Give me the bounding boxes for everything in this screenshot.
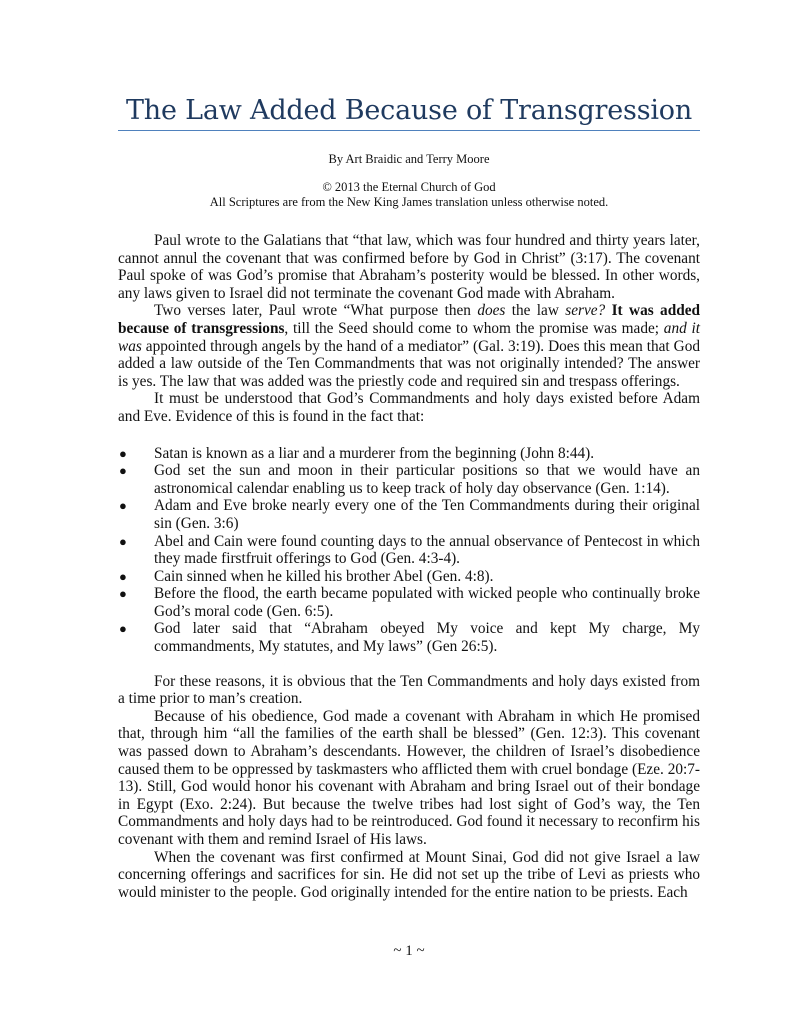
list-item xyxy=(118,497,700,532)
list-item xyxy=(118,620,700,655)
list-item xyxy=(118,462,700,497)
title-underline xyxy=(118,130,700,131)
para2-text-g: , till the Seed should come to whom the promise was made; xyxy=(284,319,664,337)
copyright-block xyxy=(118,180,700,210)
para2-italic-and-it-was: and it was xyxy=(118,319,700,355)
list-item-text: Cain sinned when he killed his brother Abel (Gen. 4:8). xyxy=(154,567,494,585)
article-body xyxy=(118,232,700,901)
list-item-text: Abel and Cain were found counting days to the annual observance of Pentecost in which they made firstfruit offerings to God (Gen. 4:3-4). xyxy=(154,532,700,568)
bullet-icon: ● xyxy=(119,568,127,584)
copyright-line: © 2013 the Eternal Church of God xyxy=(322,180,496,194)
bullet-icon: ● xyxy=(119,621,127,637)
bullet-icon: ● xyxy=(119,463,127,479)
list-item-text: God later said that “Abraham obeyed My voice and kept My charge, My commandments, My statutes, and My laws” (Gen 26:5). xyxy=(154,620,700,656)
evidence-list xyxy=(118,445,700,656)
bullet-icon: ● xyxy=(119,445,127,461)
para2-text-a: Two verses later, Paul wrote “What purpose then xyxy=(154,302,478,320)
scripture-note: All Scriptures are from the New King James translation unless otherwise noted. xyxy=(209,195,609,209)
list-item xyxy=(118,533,700,568)
paragraph-2 xyxy=(118,302,700,390)
author-byline: By Art Braidic and Terry Moore xyxy=(328,152,490,166)
list-item-text: Adam and Eve broke nearly every one of the Ten Commandments during their original sin (Gen. 3:6) xyxy=(154,497,700,532)
page-number: ~ 1 ~ xyxy=(393,943,425,959)
list-item-text: Before the flood, the earth became populated with wicked people who continually broke God’s moral code (Gen. 6:5). xyxy=(154,585,700,620)
paragraph-5: Because of his obedience, God made a covenant with Abraham in which He promised that, through him “all the families of the earth shall be blessed” (Gen. 12:3). This covenant was passed down to Abraham’s descendants. However, the children of Israel’s disobedience caused them to be oppressed by taskmasters who afflicted them with cruel bondage (Eze. 20:7-13). Still, God would honor his covenant with Abraham and bring Israel out of their bondage in Egypt (Exo. 2:24). But because the twelve tribes had lost sight of God’s way, the Ten Commandments and holy days had to be reintroduced. God found it necessary to reconfirm his covenant with them and remind Israel of His laws. xyxy=(118,707,700,848)
para2-italic-serve: serve? xyxy=(565,302,606,320)
para2-text-i: appointed through angels by the hand of a mediator” (Gal. 3:19). Does this mean that God added a law outside of the Ten Commandments that was not originally intended? The answer is yes. The law that was added was the priestly code and required sin and trespass offerings. xyxy=(118,337,700,390)
para2-italic-does: does xyxy=(477,302,506,320)
para2-bold-added: It was added because of transgressions xyxy=(118,302,701,337)
paragraph-1: Paul wrote to the Galatians that “that law, which was four hundred and thirty years later, cannot annul the covenant that was confirmed before by God in Christ” (3:17). The covenant Paul spoke of was God’s promise that Abraham’s posterity would be blessed. In other words, any laws given to Israel did not terminate the covenant God made with Abraham. xyxy=(118,232,700,302)
list-item xyxy=(118,445,700,463)
paragraph-3: It must be understood that God’s Commandments and holy days existed before Adam and Eve. Evidence of this is found in the fact that: xyxy=(118,390,700,425)
bullet-icon: ● xyxy=(119,498,127,514)
para2-text-c: the law xyxy=(505,302,566,320)
paragraph-4: For these reasons, it is obvious that the Ten Commandments and holy days existed from a time prior to man’s creation. xyxy=(118,672,700,708)
bullet-icon: ● xyxy=(119,533,127,549)
list-item xyxy=(118,585,700,620)
list-item-text: God set the sun and moon in their particular positions so that we would have an astronomical calendar enabling us to keep track of holy day observance (Gen. 1:14). xyxy=(154,462,700,497)
bullet-icon: ● xyxy=(119,586,127,602)
document-title: The Law Added Because of Transgression xyxy=(125,95,693,126)
paragraph-6: When the covenant was first confirmed at Mount Sinai, God did not give Israel a law concerning offerings and sacrifices for sin. He did not set up the tribe of Levi as priests who would minister to the people. God originally intended for the entire nation to be priests. Each xyxy=(118,848,700,901)
list-item-text: Satan is known as a liar and a murderer from the beginning (John 8:44). xyxy=(154,444,595,462)
list-item xyxy=(118,568,700,586)
